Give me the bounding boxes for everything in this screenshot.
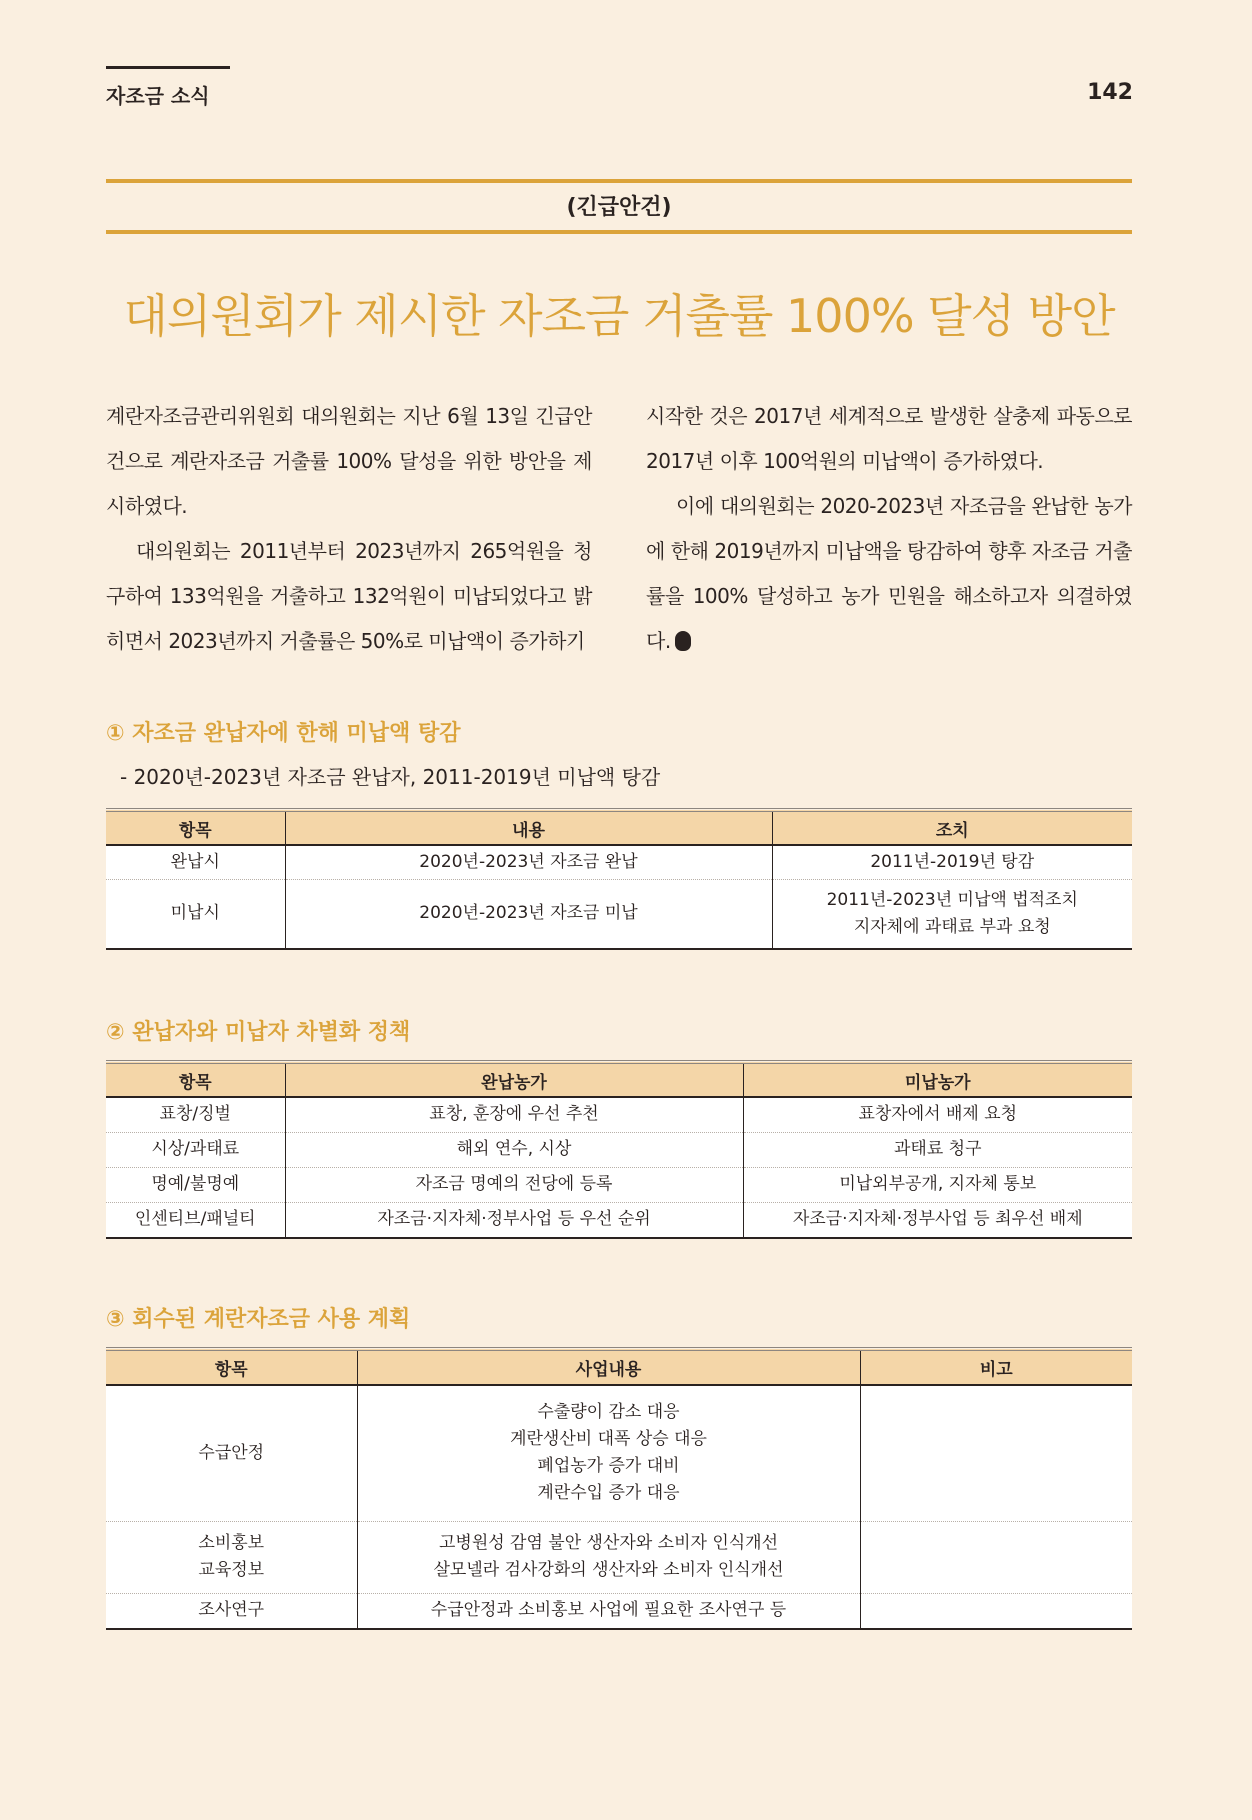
section2-heading: ② 완납자와 미납자 차별화 정책 — [106, 1020, 411, 1045]
banner-bottom-rule — [106, 230, 1132, 234]
table-row — [106, 1202, 1132, 1238]
table-cell — [860, 1521, 1132, 1593]
page-number: 142 — [1087, 80, 1133, 105]
table-row — [106, 1097, 1132, 1132]
table-cell: 표창, 훈장에 우선 추천 — [285, 1097, 743, 1132]
table-row — [106, 1132, 1132, 1167]
table-cell: 2011년-2019년 탕감 — [772, 845, 1132, 879]
body-paragraph: 대의원회는 2011년부터 2023년까지 265억원을 청구하여 133억원을 거출하고 132억원이 미납되었다고 밝히면서 2023년까지 거출률은 50%로 미납액이 증가하기 — [106, 539, 592, 653]
table-cell: 미납시 — [106, 879, 285, 949]
table-cell: 명예/불명예 — [106, 1167, 285, 1202]
end-mark-icon — [675, 631, 691, 651]
table-cell — [106, 1521, 357, 1593]
table-cell: 수급안정 — [106, 1385, 357, 1521]
body-column-right — [646, 394, 1132, 664]
table-cell: 조사연구 — [106, 1593, 357, 1629]
table-cell: 표창자에서 배제 요청 — [743, 1097, 1132, 1132]
table-cell — [860, 1385, 1132, 1521]
table-header: 비고 — [860, 1349, 1132, 1385]
forgiveness-table — [106, 808, 1132, 950]
table-row — [106, 1521, 1132, 1593]
table-row — [106, 1593, 1132, 1629]
table-header: 항목 — [106, 1349, 357, 1385]
cell-line: 교육정보 — [198, 1560, 265, 1580]
table-cell: 미납외부공개, 지자체 통보 — [743, 1167, 1132, 1202]
table-cell: 표창/징벌 — [106, 1097, 285, 1132]
banner-label: (긴급안건) — [566, 195, 672, 220]
section3-heading: ③ 회수된 계란자조금 사용 계획 — [106, 1307, 411, 1332]
table-cell: 자조금·지자체·정부사업 등 최우선 배제 — [743, 1202, 1132, 1238]
table-header: 내용 — [285, 810, 772, 845]
table-cell: 자조금·지자체·정부사업 등 우선 순위 — [285, 1202, 743, 1238]
table-cell: 완납시 — [106, 845, 285, 879]
table-cell: 자조금 명예의 전당에 등록 — [285, 1167, 743, 1202]
table-cell — [357, 1385, 860, 1521]
table-header: 항목 — [106, 810, 285, 845]
cell-line: 소비홍보 — [198, 1533, 265, 1553]
table-header: 조치 — [772, 810, 1132, 845]
table-cell: 2020년-2023년 자조금 미납 — [285, 879, 772, 949]
table-row — [106, 845, 1132, 879]
fund-usage-table — [106, 1347, 1132, 1630]
table-header: 사업내용 — [357, 1349, 860, 1385]
table-cell — [772, 879, 1132, 949]
cell-line: 계란수입 증가 대응 — [537, 1483, 680, 1504]
table-header: 완납농가 — [285, 1062, 743, 1097]
header-rule — [106, 66, 230, 69]
body-paragraph: 시작한 것은 2017년 세계적으로 발생한 살충제 파동으로 2017년 이후 100억원의 미납액이 증가하였다. — [646, 404, 1132, 473]
cell-line: 폐업농가 증가 대비 — [537, 1456, 680, 1477]
table-cell: 2020년-2023년 자조금 완납 — [285, 845, 772, 879]
cell-line: 고병원성 감염 불안 생산자와 소비자 인식개선 — [438, 1533, 779, 1553]
page-title: 대의원회가 제시한 자조금 거출률 100% 달성 방안 — [123, 289, 1115, 343]
cell-line: 살모넬라 검사강화의 생산자와 소비자 인식개선 — [433, 1560, 784, 1580]
cell-line: 계란생산비 대폭 상승 대응 — [510, 1429, 707, 1450]
table-cell: 인센티브/패널티 — [106, 1202, 285, 1238]
table-row — [106, 1385, 1132, 1521]
table-cell: 수급안정과 소비홍보 사업에 필요한 조사연구 등 — [357, 1593, 860, 1629]
section1-heading: ① 자조금 완납자에 한해 미납액 탕감 — [106, 721, 461, 746]
body-column-left — [106, 394, 592, 664]
cell-line: 지자체에 과태료 부과 요청 — [853, 916, 1051, 937]
table-cell: 해외 연수, 시상 — [285, 1132, 743, 1167]
body-paragraph-text: 이에 대의원회는 2020-2023년 자조금을 완납한 농가에 한해 2019년까지 미납액을 탕감하여 향후 자조금 거출률을 100% 달성하고 농가 민원을 해소하고자 의결하였다. — [646, 494, 1132, 653]
table-row — [106, 1167, 1132, 1202]
table-cell — [860, 1593, 1132, 1629]
table-cell — [357, 1521, 860, 1593]
body-paragraph — [646, 484, 1132, 664]
table-cell: 시상/과태료 — [106, 1132, 285, 1167]
table-header: 항목 — [106, 1062, 285, 1097]
policy-table — [106, 1060, 1132, 1239]
table-cell: 과태료 청구 — [743, 1132, 1132, 1167]
table-row — [106, 879, 1132, 949]
cell-line: 2011년-2023년 미납액 법적조치 — [826, 889, 1078, 910]
section1-subtitle: - 2020년-2023년 자조금 완납자, 2011-2019년 미납액 탕감 — [120, 765, 661, 789]
cell-line: 수출량이 감소 대응 — [537, 1402, 680, 1423]
body-paragraph: 계란자조금관리위원회 대의원회는 지난 6월 13일 긴급안건으로 계란자조금 거출률 100% 달성을 위한 방안을 제시하였다. — [106, 404, 592, 518]
banner-top-rule — [106, 179, 1132, 183]
section-label: 자조금 소식 — [106, 84, 210, 108]
table-header: 미납농가 — [743, 1062, 1132, 1097]
